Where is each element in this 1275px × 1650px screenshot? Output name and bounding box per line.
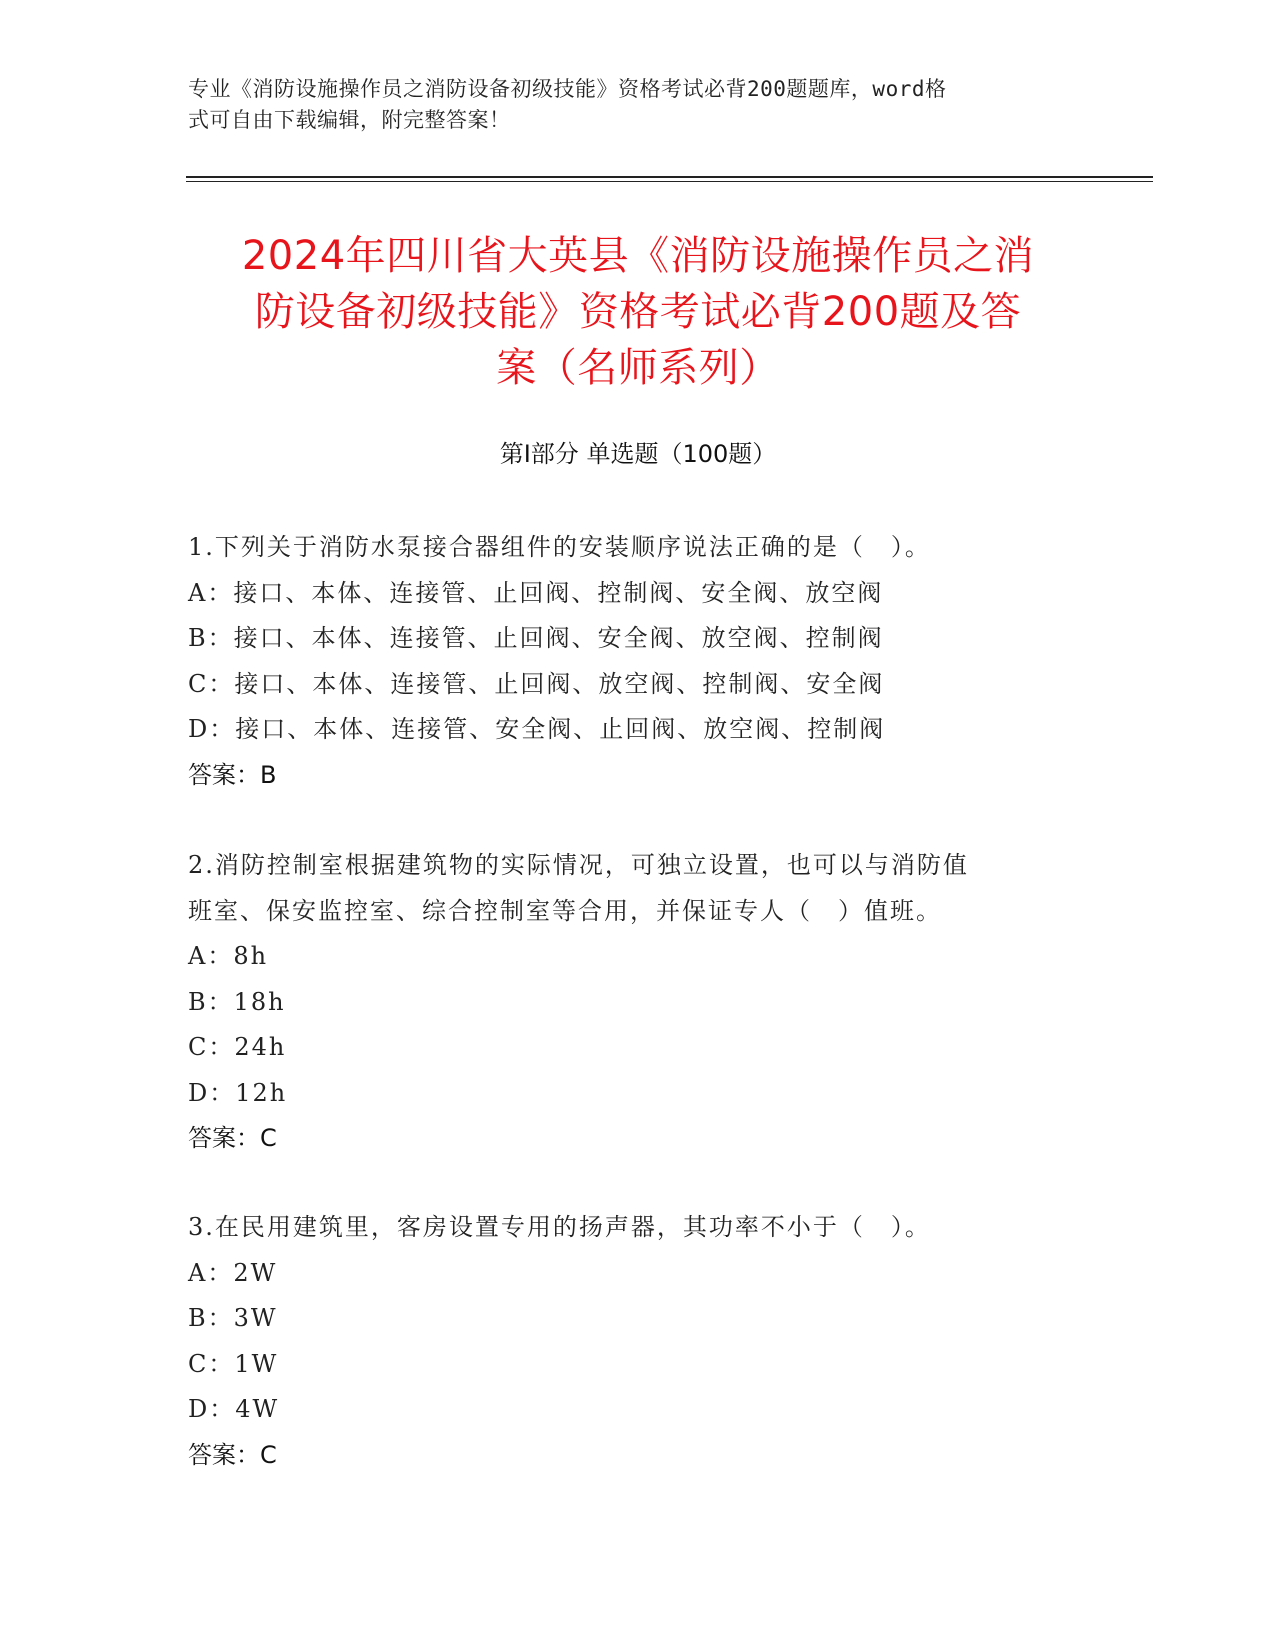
question-stem: 1.下列关于消防水泵接合器组件的安装顺序说法正确的是（ ）。 xyxy=(188,533,931,561)
answer-line: 答案：B xyxy=(188,760,277,789)
header-note xyxy=(188,74,1068,136)
answer-line: 答案：C xyxy=(188,1124,277,1152)
section-heading: 第Ⅰ部分 单选题（100题） xyxy=(499,440,777,468)
document-title xyxy=(188,228,1088,396)
document-title-line-1: 2024年四川省大英县《消防设施操作员之消 xyxy=(241,233,1035,279)
question-stem: 2.消防控制室根据建筑物的实际情况，可独立设置，也可以与消防值 xyxy=(188,851,969,879)
header-rule-thin xyxy=(186,181,1153,182)
option-d: D：接口、本体、连接管、安全阀、止回阀、放空阀、控制阀 xyxy=(188,715,886,743)
header-rule-thick xyxy=(186,176,1153,178)
answer-line: 答案：C xyxy=(188,1440,277,1469)
option-d: D：12h xyxy=(188,1078,288,1107)
option-c: C：24h xyxy=(188,1033,287,1061)
option-b: B：3W xyxy=(188,1304,278,1332)
question-2 xyxy=(188,843,1088,1162)
document-title-line-3: 案（名师系列） xyxy=(496,345,780,391)
question-3 xyxy=(188,1205,1088,1478)
option-a: A：2W xyxy=(188,1258,278,1287)
option-b: B：接口、本体、连接管、止回阀、安全阀、放空阀、控制阀 xyxy=(188,624,884,652)
question-stem: 3.在民用建筑里，客房设置专用的扬声器，其功率不小于（ ）。 xyxy=(188,1213,931,1241)
option-a: A：接口、本体、连接管、止回阀、控制阀、安全阀、放空阀 xyxy=(188,578,884,607)
question-stem-continued: 班室、保安监控室、综合控制室等合用，并保证专人（ ）值班。 xyxy=(188,896,942,925)
header-note-line-2: 式可自由下载编辑，附完整答案！ xyxy=(188,108,511,132)
option-b: B：18h xyxy=(188,987,286,1016)
document-title-line-2: 防设备初级技能》资格考试必背200题及答 xyxy=(254,289,1022,335)
option-c: C：接口、本体、连接管、止回阀、放空阀、控制阀、安全阀 xyxy=(188,669,885,698)
question-1 xyxy=(188,525,1088,798)
option-d: D：4W xyxy=(188,1395,280,1423)
header-note-line-1: 专业《消防设施操作员之消防设备初级技能》资格考试必背200题题库，word格 xyxy=(188,77,947,101)
option-a: A：8h xyxy=(188,942,269,970)
option-c: C：1W xyxy=(188,1349,279,1378)
